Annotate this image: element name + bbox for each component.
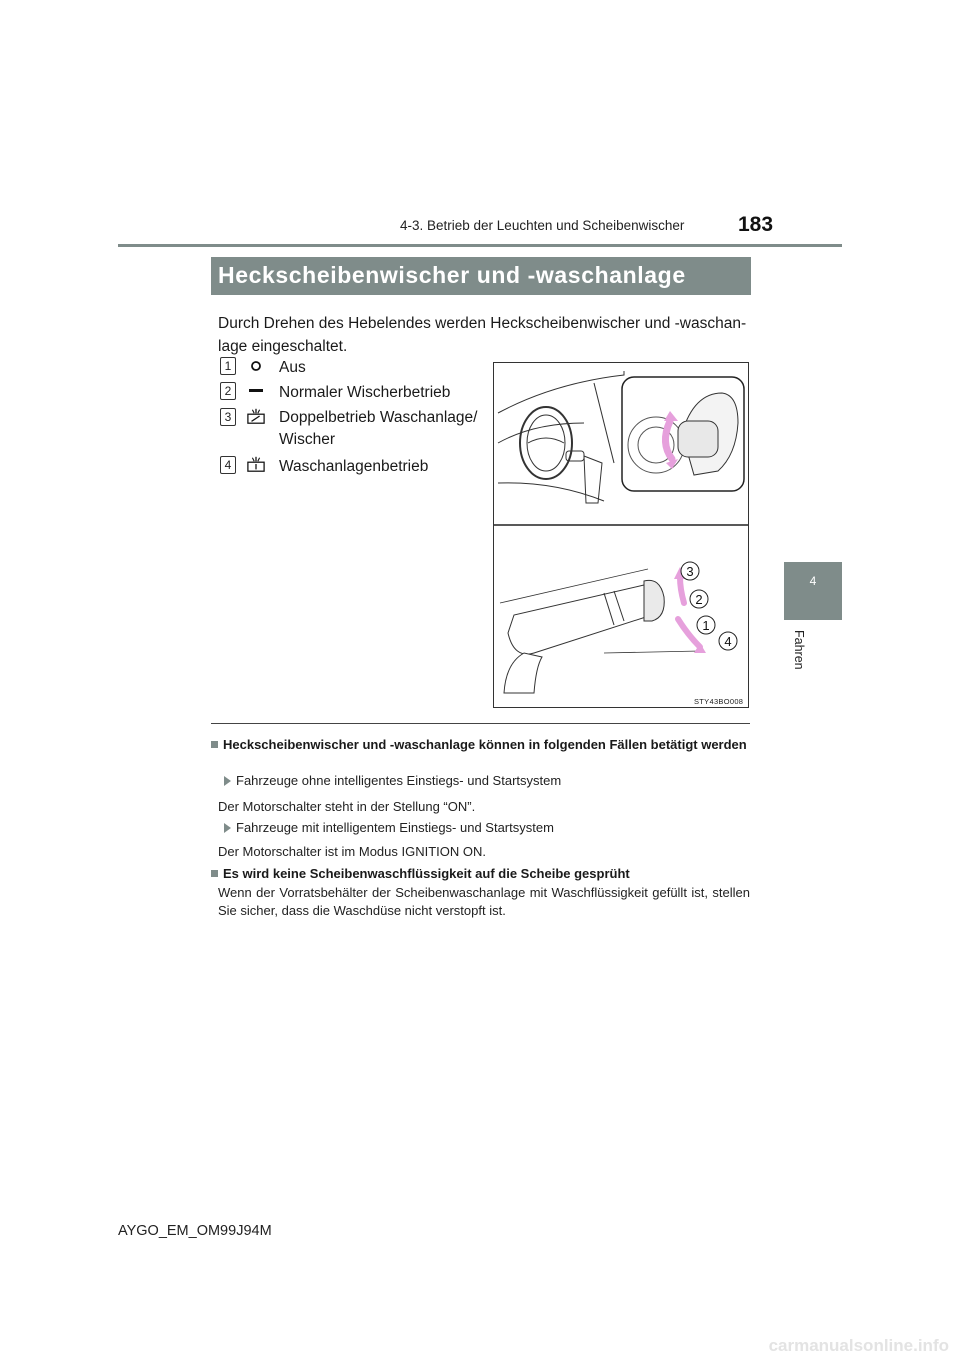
callout-3: 3 bbox=[686, 564, 694, 579]
position-label-2: Normaler Wischerbetrieb bbox=[279, 384, 451, 401]
note-heading-1: Heckscheibenwischer und -waschanlage können in folgenden Fällen betätigt werden bbox=[223, 737, 747, 752]
svg-text:carmanualsonline.info: carmanualsonline.info bbox=[768, 1336, 949, 1354]
lever-drawing bbox=[500, 567, 706, 693]
callout-2: 2 bbox=[695, 592, 703, 607]
note-bullet-2: Fahrzeuge mit intelligentem Einstiegs- und Startsystem bbox=[236, 820, 554, 835]
intro-text: Durch Drehen des Hebelendes werden Heckscheibenwischer und -waschan-lage eingeschaltet. bbox=[218, 315, 747, 355]
header-divider bbox=[118, 244, 842, 247]
note-bullet-1: Fahrzeuge ohne intelligentes Einstiegs- und Startsystem bbox=[236, 773, 562, 788]
watermark-logo bbox=[595, 1336, 950, 1354]
normal-wipe-dash-icon bbox=[245, 383, 267, 401]
callout-4: 4 bbox=[724, 634, 732, 649]
figure-code: STY43BO008 bbox=[694, 697, 744, 706]
chapter-number: 4 bbox=[809, 574, 817, 588]
bullet-square-icon bbox=[211, 741, 218, 748]
note-text-1: Der Motorschalter steht in der Stellung “ON”. bbox=[218, 799, 476, 814]
chapter-label-text: Fahren bbox=[792, 630, 806, 670]
page-number: 183 bbox=[738, 213, 774, 236]
bullet-square-icon bbox=[211, 870, 218, 877]
position-label-3: Doppelbetrieb Waschanlage/ bbox=[279, 409, 478, 426]
position-number-4: 4 bbox=[220, 456, 236, 474]
off-circle-icon bbox=[245, 358, 267, 376]
callout-1: 1 bbox=[702, 618, 710, 633]
position-number-1: 1 bbox=[220, 357, 236, 375]
document-code: AYGO_EM_OM99J94M bbox=[118, 1223, 272, 1239]
position-number-2: 2 bbox=[220, 382, 236, 400]
dashboard-drawing bbox=[498, 371, 624, 503]
chapter-label bbox=[790, 630, 840, 670]
note-heading-2: Es wird keine Scheibenwaschflüssigkeit auf die Scheibe gesprüht bbox=[223, 866, 630, 881]
position-label-1: Aus bbox=[279, 359, 306, 376]
position-number-3: 3 bbox=[220, 408, 236, 426]
triangle-bullet-icon bbox=[224, 776, 231, 786]
section-title: Heckscheibenwischer und -waschanlage bbox=[218, 262, 686, 288]
position-label-4: Waschanlagenbetrieb bbox=[279, 458, 429, 475]
zoom-inset bbox=[622, 377, 744, 491]
chapter-tab bbox=[784, 562, 842, 620]
wiper-lever-illustration bbox=[494, 363, 748, 707]
header-section-title: 4-3. Betrieb der Leuchten und Scheibenwischer bbox=[400, 218, 685, 233]
content-divider bbox=[211, 723, 750, 724]
washer-icon bbox=[245, 455, 267, 473]
washer-wiper-icon bbox=[245, 407, 267, 425]
wiper-lever-figure bbox=[493, 362, 749, 708]
note-text-3: Wenn der Vorratsbehälter der Scheibenwaschanlage mit Waschflüssigkeit gefüllt ist, stellen Sie sicher, dass die Waschdüse nicht verstopft ist. bbox=[218, 885, 750, 918]
note-text-2: Der Motorschalter ist im Modus IGNITION ON. bbox=[218, 844, 486, 859]
position-label-3-cont: Wischer bbox=[279, 431, 335, 448]
triangle-bullet-icon bbox=[224, 823, 231, 833]
